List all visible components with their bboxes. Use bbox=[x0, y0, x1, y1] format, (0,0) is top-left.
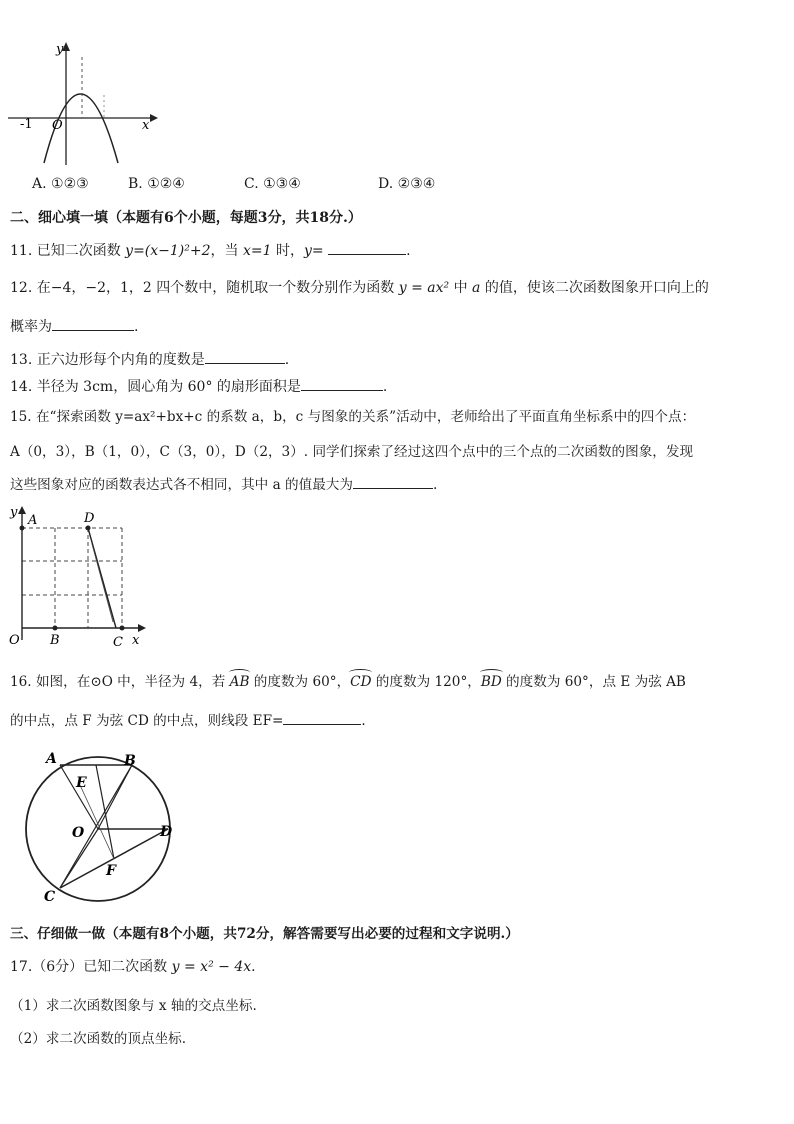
q11-y: y= bbox=[303, 243, 324, 259]
option-c[interactable] bbox=[244, 176, 301, 192]
question-12-line2 bbox=[10, 316, 138, 336]
question-16 bbox=[10, 670, 686, 690]
question-number: 12. bbox=[10, 280, 33, 296]
q16-end: . bbox=[361, 713, 366, 729]
arc-bd-label: BD bbox=[480, 674, 502, 690]
label-e: E bbox=[76, 775, 87, 791]
point-a-label: A bbox=[28, 513, 38, 528]
q12-function: y = ax² bbox=[398, 280, 450, 296]
q12-text: 的值，使该二次函数图象开口向上的 bbox=[480, 280, 709, 296]
section2-heading: 二、细心填一填（本题有6个小题，每题3分，共18分.） bbox=[10, 210, 362, 226]
question-12 bbox=[10, 277, 709, 297]
q17-end: . bbox=[251, 959, 256, 975]
arc-ab-label: AB bbox=[229, 674, 250, 690]
question-15-line3 bbox=[10, 473, 437, 493]
option-a[interactable] bbox=[32, 176, 89, 192]
q11-text: 时， bbox=[271, 243, 304, 259]
option-text: ①③④ bbox=[263, 176, 301, 192]
answer-blank[interactable] bbox=[205, 349, 285, 364]
label-d: D bbox=[160, 824, 173, 840]
q14-end: . bbox=[382, 379, 388, 395]
question-14 bbox=[10, 376, 387, 396]
q14-text: 半径为 3cm，圆心角为 60° 的扇形面积是 bbox=[36, 379, 301, 395]
q11-condition: x=1 bbox=[242, 243, 272, 259]
option-letter: C. bbox=[244, 176, 259, 192]
question-17-sub2: （2）求二次函数的顶点坐标. bbox=[10, 1031, 187, 1047]
q12-end: . bbox=[134, 319, 139, 335]
label-c: C bbox=[44, 889, 56, 905]
point-c-label: C bbox=[113, 635, 123, 648]
answer-blank[interactable] bbox=[283, 710, 361, 725]
label-b: B bbox=[124, 753, 136, 769]
circle-figure bbox=[10, 745, 190, 905]
question-15-line2: A（0，3），B（1，0），C（3，0），D（2，3）. 同学们探索了经过这四个点中的三个点的二次函数的图象，发现 bbox=[10, 444, 694, 460]
q11-text: ，当 bbox=[210, 243, 243, 259]
section3-heading: 三、仔细做一做（本题有8个小题，共72分，解答需要写出必要的过程和文字说明.） bbox=[10, 926, 519, 942]
question-17 bbox=[10, 956, 256, 976]
q11-text: 已知二次函数 bbox=[36, 243, 126, 259]
question-number: 17. bbox=[10, 959, 33, 975]
question-16-line2 bbox=[10, 709, 366, 729]
question-15 bbox=[10, 405, 695, 425]
answer-blank[interactable] bbox=[301, 376, 383, 391]
q11-function: y=(x−1)²+2 bbox=[125, 243, 211, 259]
answer-blank[interactable] bbox=[353, 474, 433, 489]
question-number: 11. bbox=[10, 243, 33, 259]
tick-neg1: -1 bbox=[20, 117, 33, 132]
parabola-figure bbox=[0, 35, 170, 170]
q13-end: . bbox=[284, 352, 290, 368]
q16-text: 如图，在⊙O 中，半径为 4，若 bbox=[35, 674, 230, 690]
grid-x-label: x bbox=[132, 633, 140, 648]
q11-end: . bbox=[406, 243, 411, 259]
q17-text: 已知二次函数 bbox=[83, 959, 172, 975]
q17-score: （6分） bbox=[32, 959, 84, 975]
q13-text: 正六边形每个内角的度数是 bbox=[36, 352, 205, 368]
option-text: ①②④ bbox=[147, 176, 185, 192]
q16-text: 的中点，点 F 为弦 CD 的中点，则线段 EF= bbox=[10, 713, 284, 729]
question-17-sub1: （1）求二次函数图象与 x 轴的交点坐标. bbox=[10, 998, 257, 1014]
q15-end: . bbox=[433, 477, 438, 493]
label-o: O bbox=[72, 825, 85, 841]
point-b-label: B bbox=[50, 633, 60, 648]
option-text: ②③④ bbox=[397, 176, 436, 192]
question-13 bbox=[10, 349, 289, 369]
option-b[interactable] bbox=[128, 176, 185, 192]
q16-text: 的度数为 120°， bbox=[371, 674, 481, 690]
q16-text: 的度数为 60°， bbox=[249, 674, 351, 690]
segment-dc bbox=[88, 528, 116, 628]
option-letter: D. bbox=[378, 176, 394, 192]
question-number: 14. bbox=[10, 379, 33, 395]
question-number: 16. bbox=[10, 674, 32, 690]
option-letter: B. bbox=[128, 176, 143, 192]
q12-text: 在−4，−2，1，2 四个数中，随机取一个数分别作为函数 bbox=[36, 280, 399, 296]
label-a: A bbox=[46, 751, 57, 767]
q16-text: 的度数为 60°，点 E 为弦 AB bbox=[501, 674, 686, 690]
answer-blank[interactable] bbox=[328, 240, 406, 255]
x-axis-label: x bbox=[142, 118, 150, 133]
arc-cd-label: CD bbox=[350, 674, 372, 690]
grid-origin: O bbox=[9, 633, 20, 648]
q17-function: y = x² − 4x bbox=[171, 959, 252, 975]
question-number: 15. bbox=[10, 409, 32, 425]
option-d[interactable] bbox=[378, 176, 435, 192]
option-text: ①②③ bbox=[51, 176, 89, 192]
q15-line3: 这些图象对应的函数表达式各不相同，其中 a 的值最大为 bbox=[10, 477, 353, 493]
grid-y-label: y bbox=[10, 505, 18, 520]
answer-blank[interactable] bbox=[52, 316, 134, 331]
q12-text: 中 bbox=[449, 280, 473, 296]
q15-line1: 在“探索函数 y=ax²+bx+c 的系数 a，b，c 与图象的关系”活动中，老师给出了平面直角坐标系中的四个点： bbox=[35, 409, 696, 425]
question-number: 13. bbox=[10, 352, 33, 368]
label-f: F bbox=[106, 863, 116, 879]
option-letter: A. bbox=[32, 176, 47, 192]
grid-figure bbox=[0, 500, 160, 648]
q12-var: a bbox=[472, 280, 481, 296]
question-11 bbox=[10, 240, 411, 260]
y-axis-label: y bbox=[56, 42, 64, 57]
origin-label: O bbox=[52, 118, 63, 133]
point-d-label: D bbox=[84, 511, 95, 526]
q12-text: 概率为 bbox=[10, 319, 52, 335]
